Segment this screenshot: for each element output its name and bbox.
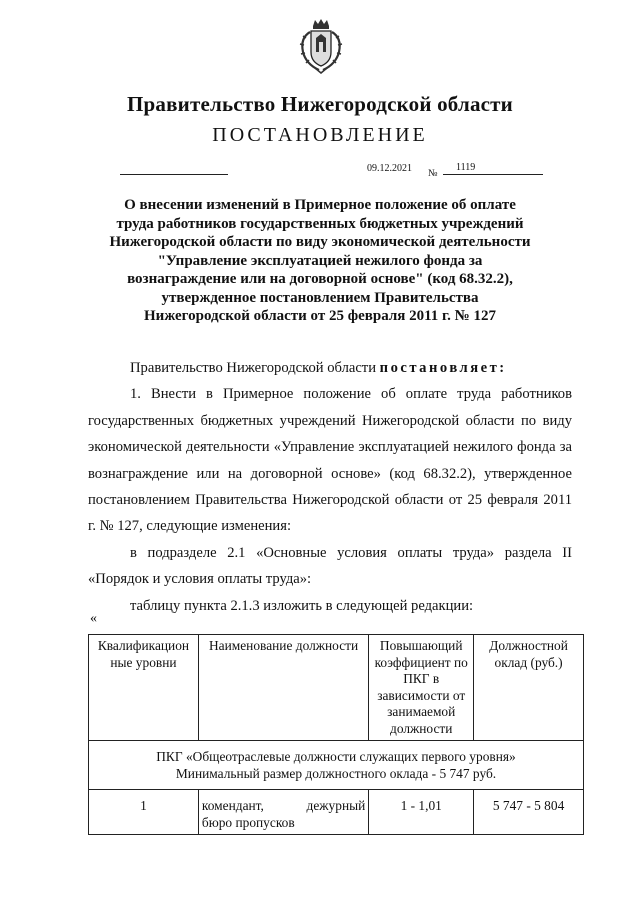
subject-line: Нижегородской области от 25 февраля 2011 г. № 127 [144, 308, 496, 324]
opening-quote: « [90, 611, 97, 626]
document-number: 1119 [456, 162, 476, 173]
table-row [89, 790, 584, 835]
salary-table [88, 634, 584, 835]
document-date: 09.12.2021 [367, 163, 412, 174]
header-qualification-levels: Квалификацион ные уровни [89, 635, 199, 741]
number-sign: № [428, 168, 438, 179]
subject-line: "Управление эксплуатацией нежилого фонда за [157, 252, 483, 269]
number-line [443, 174, 543, 175]
intro-text: Правительство Нижегородской области [130, 360, 376, 376]
position-line: бюро пропусков [201, 814, 295, 830]
paragraph-2: в подразделе 2.1 «Основные условия оплаты труда» раздела II «Порядок и условия оплаты труда»: [88, 544, 572, 588]
subject-line: вознаграждение или на договорной основе" (код 68.32.2), [127, 271, 513, 287]
paragraph-3: таблицу пункта 2.1.3 изложить в следующей редакции: [130, 597, 474, 614]
row-salary: 5 747 - 5 804 [474, 790, 584, 835]
document-type: ПОСТАНОВЛЕНИЕ [212, 124, 428, 146]
resolution-intro [88, 355, 572, 381]
subject-line: О внесении изменений в Примерное положение об оплате [124, 197, 516, 213]
header-coefficient: Повышающий коэффициент по ПКГ в зависимости от занимаемой должности [369, 635, 474, 741]
group-title: ПКГ «Общеотраслевые должности служащих первого уровня» [156, 749, 516, 764]
subject-line: утвержденное постановлением Правительства [161, 289, 479, 306]
resolves-text: постановляет: [379, 360, 507, 376]
header-salary: Должностной оклад (руб.) [474, 635, 584, 741]
table-group-row [89, 741, 584, 790]
header-position-name: Наименование должности [198, 635, 368, 741]
left-signature-line [120, 174, 228, 175]
table-header-row [89, 635, 584, 741]
row-level: 1 [89, 790, 199, 835]
document-subject [95, 196, 545, 326]
subject-line: Нижегородской области по виду экономической деятельности [109, 234, 531, 250]
position-line: комендант, дежурный [201, 798, 366, 813]
paragraph-1: 1. Внести в Примерное положение об оплате труда работников государственных бюджетных учреждений Нижегородской области по виду экономической деятельности «Управление эксплуатацией нежилого фонда за вознаграждение или на договорной основе» (код 68.32.2), утвержденное постановлением Правительства Нижегородской области от 25 февраля 2011 г. № 127, следующие изменения: [88, 386, 572, 535]
group-heading [89, 741, 584, 790]
row-position [198, 790, 368, 835]
government-name: Правительство Нижегородской области [127, 92, 513, 116]
group-min-salary: Минимальный размер должностного оклада - 5 747 руб. [175, 765, 497, 781]
row-coefficient: 1 - 1,01 [369, 790, 474, 835]
document-body [88, 355, 572, 619]
coat-of-arms-icon [298, 18, 344, 74]
subject-line: труда работников государственных бюджетных учреждений [116, 215, 524, 232]
